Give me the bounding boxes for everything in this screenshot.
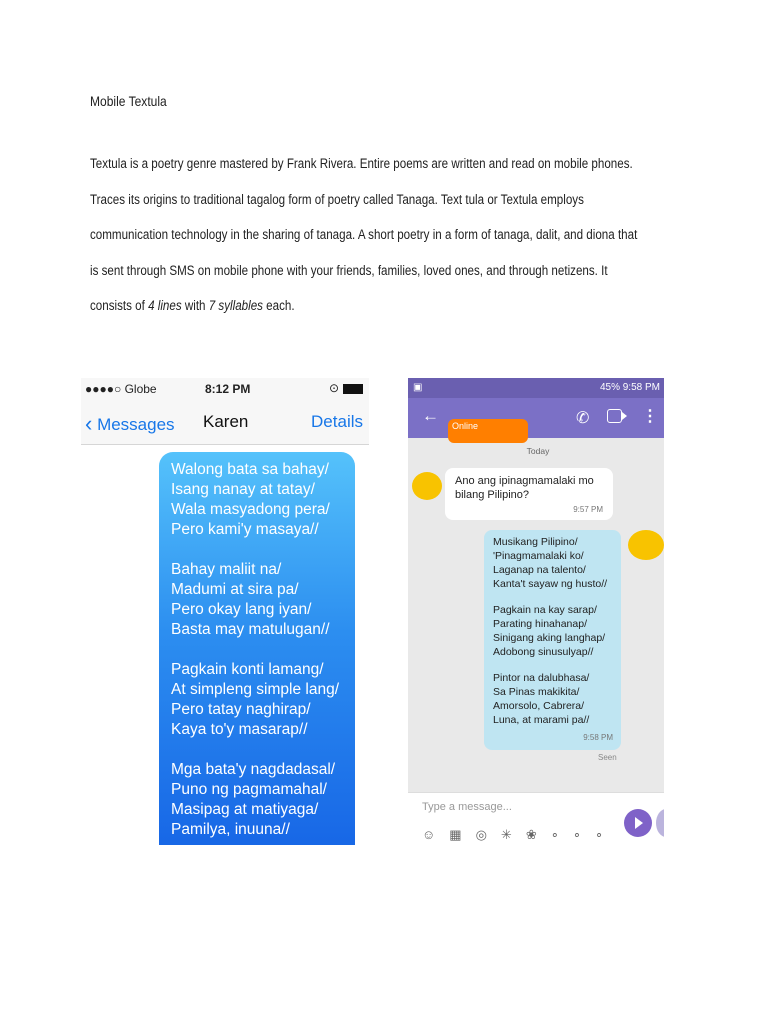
poem-stanza [171,560,355,640]
poem-line: Pagkain konti lamang/ [171,661,324,678]
message-time: 9:57 PM [573,505,603,514]
poem-line: Masipag at matiyaga/ [171,801,319,818]
poem-line: Kanta't sayaw ng husto// [493,578,608,590]
paragraph-line: Traces its origins to traditional tagalog form of poetry called Tanaga. Text tula or Textula employs [90,191,584,207]
poem-line: Pagkain na kay sarap/ [493,604,597,616]
viber-status-bar [408,378,664,398]
more-vertical-icon[interactable]: ⋮ [642,408,658,425]
carrier-label: ●●●●○ Globe [85,382,157,396]
poem-line: Wala masyadong pera/ [171,501,330,518]
poem-line: At simpleng simple lang/ [171,681,339,698]
incoming-message [445,468,613,520]
sender-avatar-redacted [412,472,442,500]
poem-line: 'Pinagmamalaki ko/ [493,550,584,562]
contact-name: Karen [203,412,249,431]
send-button[interactable] [624,809,652,837]
ios-status-bar [81,378,369,400]
message-time: 9:58 PM [583,733,613,742]
paragraph-line: Textula is a poetry genre mastered by Frank Rivera. Entire poems are written and read on mobile phones. [90,156,633,171]
back-button[interactable]: ‹ Messages [85,411,175,436]
poem-line: Pero tatay naghirap/ [171,701,311,718]
ios-nav-bar [81,400,369,445]
online-status: Online [452,421,479,431]
poem-line: Puno ng pagmamahal/ [171,781,327,798]
doodle-icon[interactable]: ✳ [500,827,526,842]
poem-line: Sa Pinas makikita/ [493,686,580,698]
poem-line: Isang nanay at tatay/ [171,481,315,498]
paragraph-line-last: consists of 4 lines with 7 syllables each. [90,298,295,313]
paragraph-line: communication technology in the sharing of tanaga. A short poetry in a form of tanaga, dalit, and diona that [90,227,638,242]
self-avatar-redacted [628,530,664,560]
sticker-icon[interactable]: ☺ [422,827,450,842]
more-horizontal-icon[interactable]: ∘∘∘ [550,827,618,842]
video-call-icon[interactable] [607,409,622,423]
message-input[interactable]: Type a message... [422,801,512,813]
paragraph-line: is sent through SMS on mobile phone with your friends, families, loved ones, and through netizens. It [90,262,608,278]
document-title: Mobile Textula [90,93,167,109]
details-button[interactable]: Details [311,412,363,431]
composer-toolbar [422,827,617,843]
poem-line: Parating hinahanap/ [493,618,587,630]
poem-line: Bahay maliit na/ [171,561,282,578]
intro-paragraph [90,146,750,324]
poem-line: Madumi at sira pa/ [171,581,299,598]
poem-line: Laganap na talento/ [493,564,586,576]
poem-line: Pero okay lang iyan/ [171,601,312,618]
imessage-screenshot [81,378,369,845]
poem-line: Sinigang aking langhap/ [493,632,606,644]
chevron-left-icon: ‹ [85,411,93,436]
message-composer [408,792,664,845]
date-separator: Today [526,446,550,456]
poem-line: Adobong sinusulyap// [493,646,594,658]
poem-line: Pero kami'y masaya// [171,521,319,538]
poem-line: Basta may matulugan// [171,621,330,638]
battery-icon: ⊙ [329,381,363,395]
arrow-left-icon[interactable]: ← [422,406,439,425]
poem-line: Luna, at marami pa// [493,714,590,726]
secondary-button[interactable] [656,809,664,837]
message-line: bilang Pilipino? [455,489,529,501]
message-line: Ano ang ipinagmamalaki mo [455,475,594,487]
poem-line: Walong bata sa bahay/ [171,461,329,478]
seen-status: Seen [598,753,617,762]
phone-icon[interactable]: ✆ [576,410,590,427]
poem-line: Musikang Pilipino/ [493,536,578,548]
viber-header [408,398,664,438]
status-text: 45% 9:58 PM [599,382,660,393]
camera-icon[interactable]: ◎ [475,827,501,842]
gif-icon[interactable]: ▦ [449,827,476,842]
notification-icon: ▣ [413,382,423,393]
poem-line: Pintor na dalubhasa/ [493,672,590,684]
outgoing-message [484,530,621,750]
poem-line: Pamilya, inuuna// [171,821,290,838]
poem-line: Amorsolo, Cabrera/ [493,700,585,712]
viber-screenshot [408,378,664,845]
poem-stanza [171,460,355,540]
emoji-icon[interactable]: ❀ [525,827,551,842]
poem-line: Mga bata'y nagdadasal/ [171,761,336,778]
poem-line: Kaya to'y masarap// [171,721,308,738]
message-bubble [159,452,355,845]
poem-stanza [171,760,355,840]
poem-stanza [171,660,355,740]
status-time: 8:12 PM [205,382,251,396]
